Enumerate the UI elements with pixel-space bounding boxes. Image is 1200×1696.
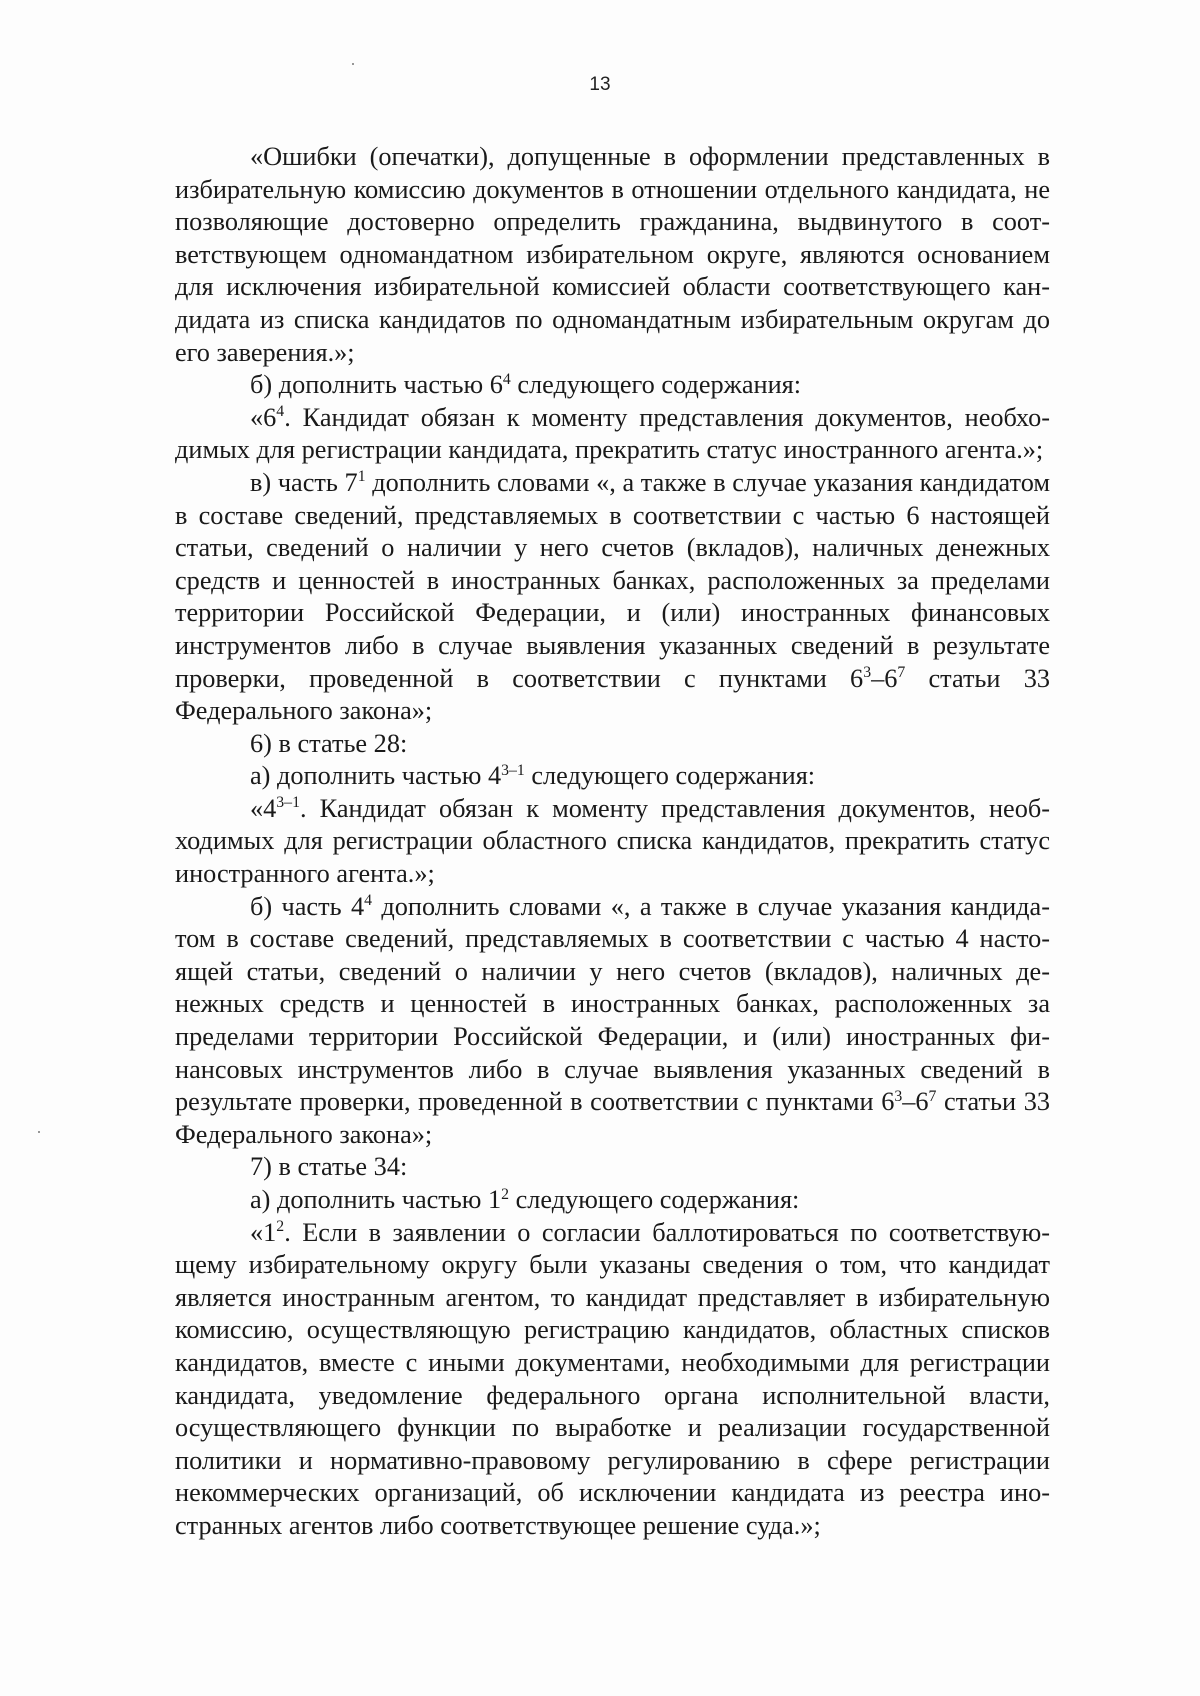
superscript: 3–1 [501, 761, 525, 779]
text-run: статьи 33 Федерального закона»; [175, 1087, 1050, 1149]
text-run: –6 [902, 1087, 929, 1117]
superscript: 2 [501, 1185, 510, 1203]
text-run: «Ошибки (опечатки), допущенные в оформлении представленных в избирательную комиссию документов в отношении отдельного кандидата, не позволяющие достоверно определить гражданина, выдвинутого в соответствующем одномандатном избирательном округе, являются основанием для исключения избирательной комиссией области соответствующего кандидата из списка кандидатов по одномандатным избирательным округам до его заверения.»; [175, 142, 1050, 367]
text-run: а) дополнить частью 4 [250, 761, 502, 791]
superscript: 3 [894, 1087, 903, 1105]
paragraph-p1 [175, 141, 1050, 369]
text-run: следующего содержания: [509, 1185, 800, 1214]
page-number: 13 [589, 74, 611, 95]
text-run: следующего содержания: [524, 761, 816, 791]
superscript: 4 [364, 892, 372, 910]
paragraph-p9 [175, 1151, 1050, 1184]
paragraph-p4 [175, 467, 1050, 728]
paragraph-p6 [175, 760, 1050, 793]
text-run: . Кандидат обязан к моменту представления документов, необходимых для регистрации кандидата, прекратить статус иностранного агента.»; [175, 402, 1050, 465]
text-run: . Кандидат обязан к моменту представления документов, необходимых для регистрации областного списка кандидатов, прекратить статус иностранного агента.»; [175, 793, 1050, 889]
text-run: «6 [250, 402, 277, 432]
superscript: 4 [276, 403, 285, 421]
superscript: 4 [502, 370, 511, 388]
paragraph-p10 [175, 1184, 1050, 1217]
paragraph-p11 [175, 1217, 1050, 1543]
superscript: 2 [276, 1218, 285, 1236]
superscript: 7 [897, 664, 906, 682]
superscript: 3–1 [276, 794, 300, 812]
scan-speck [38, 1131, 40, 1133]
text-run: 6) в статье 28: [250, 728, 408, 758]
text-run: –6 [871, 663, 898, 693]
text-run: 7) в статье 34: [250, 1152, 408, 1182]
text-run: дополнить словами «, а также в случае указания кандидатом в составе сведений, представляемых в соответствии с частью 6 настоящей статьи, сведений о наличии у него счетов (вкладов), наличных денежных средств и ценностей в иностранных банках, расположенных за пределами территории Российской Федерации, и (или) иностранных финансовых инструментов либо в случае выявления указанных сведений в результате проверки, проведенной в соответствии с пунктами 6 [175, 467, 1050, 693]
scan-speck [352, 63, 354, 65]
text-run: а) дополнить частью 1 [250, 1185, 502, 1214]
superscript: 1 [357, 468, 366, 486]
text-run: статьи 33 Федерального закона»; [175, 663, 1050, 726]
text-run: б) часть 4 [250, 891, 365, 921]
paragraph-p8 [175, 891, 1050, 1152]
paragraph-p2 [175, 369, 1050, 402]
text-run: б) дополнить частью 6 [250, 370, 503, 400]
paragraph-p3 [175, 402, 1050, 467]
text-run: следующего содержания: [510, 370, 802, 400]
superscript: 7 [928, 1087, 937, 1105]
document-body [175, 141, 1050, 1543]
paragraph-p5 [175, 728, 1050, 761]
paragraph-p7 [175, 793, 1050, 891]
text-run: в) часть 7 [250, 467, 358, 497]
superscript: 3 [863, 664, 872, 682]
text-run: дополнить словами «, а также в случае указания кандидатом в составе сведений, представляемых в соответствии с частью 4 настоящей статьи, сведений о наличии у него счетов (вкладов), наличных денежных средств и ценностей в иностранных банках, расположенных за пределами территории Российской Федерации, и (или) иностранных финансовых инструментов либо в случае выявления указанных сведений в результате проверки, проведенной в соответствии с пунктами 6 [175, 891, 1050, 1117]
text-run: . Если в заявлении о согласии баллотироваться по соответствующему избирательному округу были указаны сведения о том, что кандидат является иностранным агентом, то кандидат представляет в избирательную комиссию, осуществляющую регистрацию кандидатов, областных списков кандидатов, вместе с иными документами, необходимыми для регистрации кандидата, уведомление федерального органа исполнительной власти, осуществляющего функции по выработке и реализации государственной политики и нормативно-правовому регулированию в сфере регистрации некоммерческих организаций, об исключении кандидата из реестра иностранных агентов либо соответствующее решение суда.»; [175, 1217, 1050, 1540]
text-run: «1 [250, 1217, 277, 1247]
text-run: «4 [250, 793, 277, 823]
